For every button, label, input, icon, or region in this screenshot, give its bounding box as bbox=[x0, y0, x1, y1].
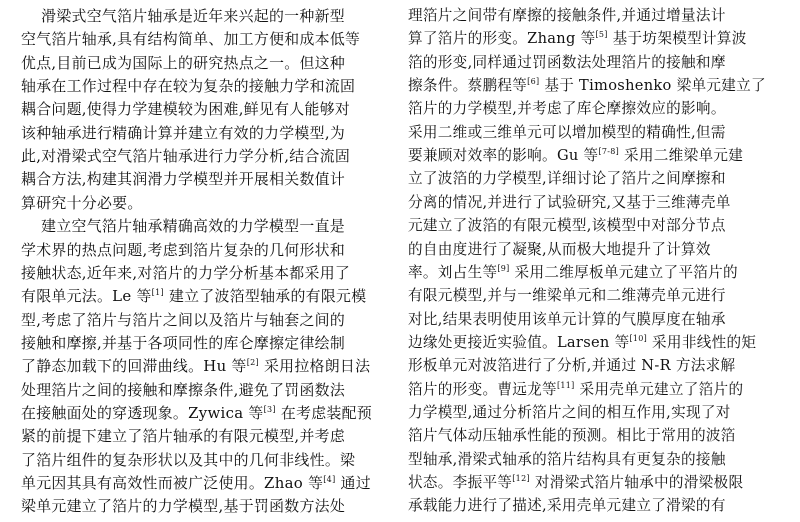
text-line: 单元因其具有高效性而被广泛使用。Zhao 等[4] 通过 bbox=[21, 474, 371, 492]
citation-marker: [11] bbox=[556, 380, 575, 390]
citation-marker: [6] bbox=[527, 77, 540, 87]
text-line: 承载能力进行了描述,采用壳单元建立了滑梁的有 bbox=[408, 497, 726, 515]
text-line: 学术界的热点问题,考虑到箔片复杂的几何形状和 bbox=[21, 240, 346, 259]
text-line: 在接触面处的穿透现象。Zywica 等[3] 在考虑装配预 bbox=[21, 403, 373, 422]
text-line: 理箔片之间带有摩擦的接触条件,并通过增量法计 bbox=[408, 7, 726, 24]
text-line: 了静态加载下的回滞曲线。Hu 等[2] 采用拉格朗日法 bbox=[21, 357, 371, 376]
text-line: 箔片的力学模型,并考虑了库仑摩擦效应的影响。 bbox=[408, 100, 726, 118]
citation-marker: [4] bbox=[323, 475, 336, 484]
text-line: 型轴承,滑梁式轴承的箔片结构具有更复杂的接触 bbox=[408, 450, 726, 468]
citation-marker: [10] bbox=[629, 333, 648, 343]
text-line: 率。刘占生等[9] 采用二维厚板单元建立了平箔片的 bbox=[408, 263, 738, 281]
text-line: 箔的形变,同样通过罚函数法处理箔片的接触和摩 bbox=[408, 53, 726, 71]
text-line: 有限单元法。Le 等[1] 建立了波箔型轴承的有限元模 bbox=[21, 287, 367, 306]
text-line: 空气箔片轴承,具有结构简单、加工方便和成本低等 bbox=[21, 30, 361, 49]
text-line: 算了箔片的形变。Zhang 等[5] 基于坊架模型计算波 bbox=[408, 30, 747, 48]
text-line: 轴承在工作过程中存在较为复杂的接触力学和流固 bbox=[21, 77, 356, 96]
citation-marker: [2] bbox=[246, 358, 259, 368]
text-line: 立了波箔的力学模型,详细讨论了箔片之间摩擦和 bbox=[408, 170, 726, 188]
text-line: 要兼顾对效率的影响。Gu 等[7-8] 采用二维梁单元建 bbox=[408, 147, 744, 165]
text-line: 此,对滑梁式空气箔片轴承进行力学分析,结合流固 bbox=[21, 147, 351, 166]
text-line: 箔片气体动压轴承性能的预测。相比于常用的波箔 bbox=[408, 427, 736, 445]
text-line: 该种轴承进行精确计算并建立有效的力学模型,为 bbox=[21, 123, 346, 142]
text-line: 型,考虑了箔片与箔片之间以及箔片与轴套之间的 bbox=[21, 310, 346, 329]
text-line: 对比,结果表明使用该单元计算的气膜厚度在轴承 bbox=[408, 310, 726, 328]
text-line: 箔片的形变。曹远龙等[11] 采用壳单元建立了箔片的 bbox=[408, 380, 744, 398]
text-line: 擦条件。蔡鹏程等[6] 基于 Timoshenko 梁单元建立了 bbox=[408, 77, 766, 95]
text-line: 处理箔片之间的接触和摩擦条件,避免了罚函数法 bbox=[21, 380, 346, 399]
citation-marker: [9] bbox=[497, 263, 510, 273]
citation-marker: [5] bbox=[595, 30, 608, 40]
text-line: 优点,目前已成为国际上的研究热点之一。但这种 bbox=[21, 53, 346, 72]
text-line: 耦合问题,使得力学建模较为困难,鲜见有人能够对 bbox=[21, 100, 351, 119]
text-line: 采用二维或三维单元可以增加模型的精确性,但需 bbox=[408, 123, 726, 141]
text-line: 分离的情况,并进行了试验研究,又基于三维薄壳单 bbox=[408, 193, 731, 211]
text-line: 滑梁式空气箔片轴承是近年来兴起的一种新型 bbox=[21, 7, 345, 25]
text-line: 接触状态,近年来,对箔片的力学分析基本都采用了 bbox=[21, 263, 351, 282]
text-line: 梁单元建立了箔片的力学模型,基于罚函数方法处 bbox=[21, 497, 346, 516]
text-line: 状态。李振平等[12] 对滑梁式箔片轴承中的滑梁极限 bbox=[408, 474, 744, 491]
text-line: 元建立了波箔的有限元模型,该模型中对部分节点 bbox=[408, 217, 726, 235]
text-line: 算研究十分必要。 bbox=[21, 193, 143, 212]
text-line: 建立空气箔片轴承精确高效的力学模型一直是 bbox=[21, 217, 345, 236]
citation-marker: [1] bbox=[151, 288, 164, 298]
text-line: 的自由度进行了凝聚,从而极大地提升了计算效 bbox=[408, 240, 711, 258]
text-line: 边缘处更接近实验值。Larsen 等[10] 采用非线性的矩 bbox=[408, 333, 757, 351]
text-line: 耦合方法,构建其润滑力学模型并开展相关数值计 bbox=[21, 170, 346, 189]
text-line: 力学模型,通过分析箔片之间的相互作用,实现了对 bbox=[408, 403, 731, 421]
text-line: 紧的前提下建立了箔片轴承的有限元模型,并考虑 bbox=[21, 427, 346, 446]
citation-marker: [3] bbox=[263, 404, 276, 414]
text-line: 接触和摩擦,并基于各项同性的库仑摩擦定律绘制 bbox=[21, 333, 346, 352]
citation-marker: [7-8] bbox=[598, 147, 620, 157]
citation-marker: [12] bbox=[512, 474, 530, 483]
text-line: 了箔片组件的复杂形状以及其中的几何非线性。梁 bbox=[21, 450, 356, 469]
text-line: 形板单元对波箔进行了分析,并通过 N-R 方法求解 bbox=[408, 357, 736, 375]
text-line: 有限元模型,并与一维梁单元和二维薄壳单元进行 bbox=[408, 287, 726, 305]
